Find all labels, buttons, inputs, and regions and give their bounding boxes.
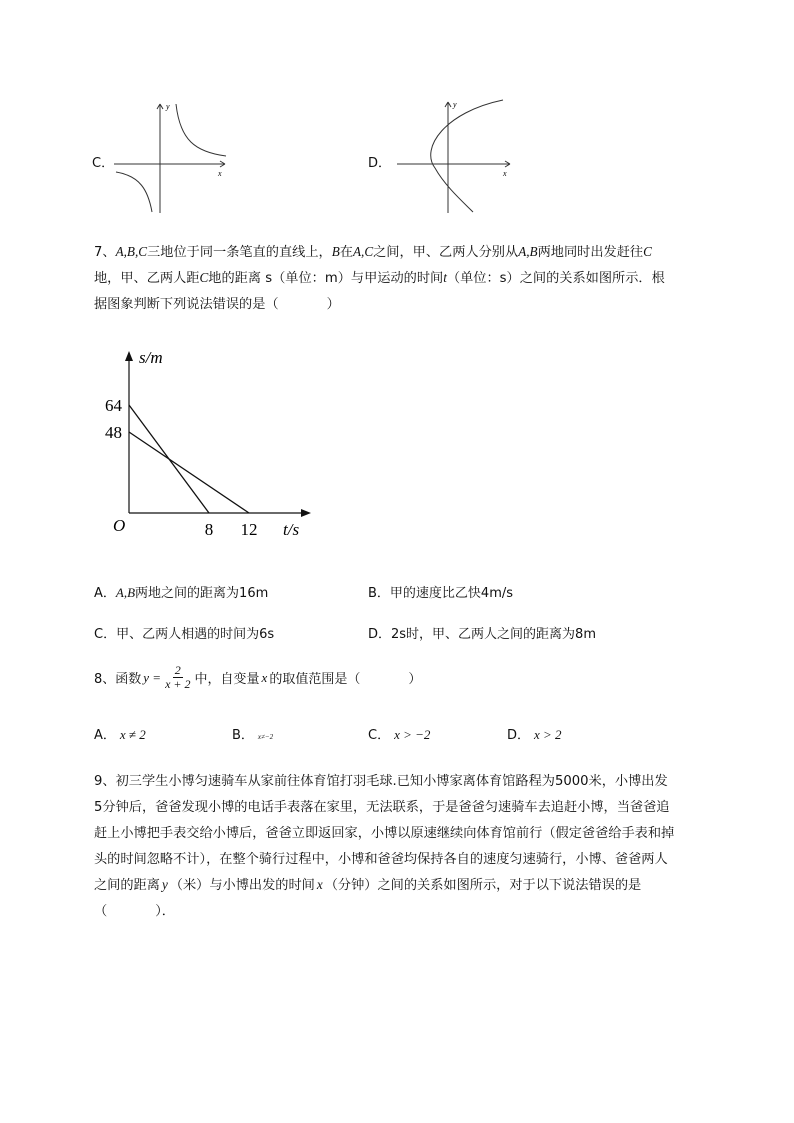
q7-series-line-2 (129, 432, 249, 513)
q7-option-b[interactable]: B．甲的速度比乙快4m/s (368, 586, 514, 601)
q6-option-c-graph (110, 100, 230, 215)
q7-option-a[interactable]: A．A,B两地之间的距离为16m (94, 585, 269, 601)
q9-line-4: 头的时间忽略不计），在整个骑行过程中，小博和爸爸均保持各自的速度匀速骑行，小博、爸爸两人 (94, 852, 668, 867)
q7-option-c[interactable]: C．甲、乙两人相遇的时间为6s (94, 627, 275, 642)
q8-option-c[interactable]: C． x > −2 (368, 727, 431, 743)
q6-option-d-label: D． (368, 156, 392, 171)
q9-line-2: 5分钟后，爸爸发现小博的电话手表落在家里，无法联系，于是爸爸匀速骑车去追赶小博，当爸爸追 (94, 800, 670, 815)
q8-option-d[interactable]: D． x > 2 (507, 727, 562, 743)
q8-option-b[interactable]: B． x≠−2 (232, 728, 274, 743)
q9-line-1: 9、初三学生小博匀速骑车从家前往体育馆打羽毛球.已知小博家离体育馆路程为5000米，小博出发 (94, 774, 668, 789)
q9-line-5: 之间的距离 y （米）与小博出发的时间 x （分钟）之间的关系如图所示，对于以下说法错误的是 (94, 877, 642, 893)
q7-line-3: 据图象判断下列说法错误的是（ ） (94, 297, 340, 312)
q6-option-d-graph (395, 98, 515, 215)
q8-y-equals: y = (143, 669, 162, 685)
q6-c-x-axis-label: x (218, 169, 222, 178)
q7-y-tick-label: 48 (105, 423, 122, 442)
q9-line-3: 赶上小博把手表交给小博后，爸爸立即返回家，小博以原速继续向体育馆前行（假定爸爸给手表和掉 (94, 826, 675, 841)
q7-y-axis-label: s/m (139, 348, 163, 367)
q7-y-arrow (125, 351, 133, 361)
q7-line-2: 地，甲、乙两人距C地的距离 s（单位：m）与甲运动的时间t（单位：s）之间的关系如图所示．根 (94, 270, 665, 286)
q7-option-d[interactable]: D．2s时，甲、乙两人之间的距离为8m (368, 627, 596, 642)
q7-y-tick-label: 64 (105, 396, 122, 415)
q9-line-6: （ ）． (94, 904, 175, 919)
q6-c-y-axis-label: y (166, 102, 170, 111)
q7-x-arrow (301, 509, 311, 517)
q7-x-axis-label: t/s (283, 520, 300, 539)
q7-x-tick-label: 12 (240, 520, 258, 539)
q7-origin-label: O (113, 516, 126, 535)
q8-fraction: $\frac{2}{x + 2}$ (165, 663, 191, 691)
q8-question: 8、函数 y = $\frac{2}{x + 2}$ 中，自变量 x 的取值范围是（ ） (94, 663, 422, 691)
q6-option-c-label: C． (92, 156, 115, 171)
q7-chart (95, 345, 325, 545)
q7-line-1: 7、A,B,C三地位于同一条笔直的直线上，B在A,C之间，甲、乙两人分别从A,B两地同时出发赶往C (94, 244, 652, 260)
q6-d-x-axis-label: x (503, 169, 507, 178)
q7-x-tick-label: 8 (204, 520, 214, 539)
q6-d-y-axis-label: y (453, 100, 457, 109)
q8-option-a[interactable]: A． x ≠ 2 (94, 727, 146, 743)
